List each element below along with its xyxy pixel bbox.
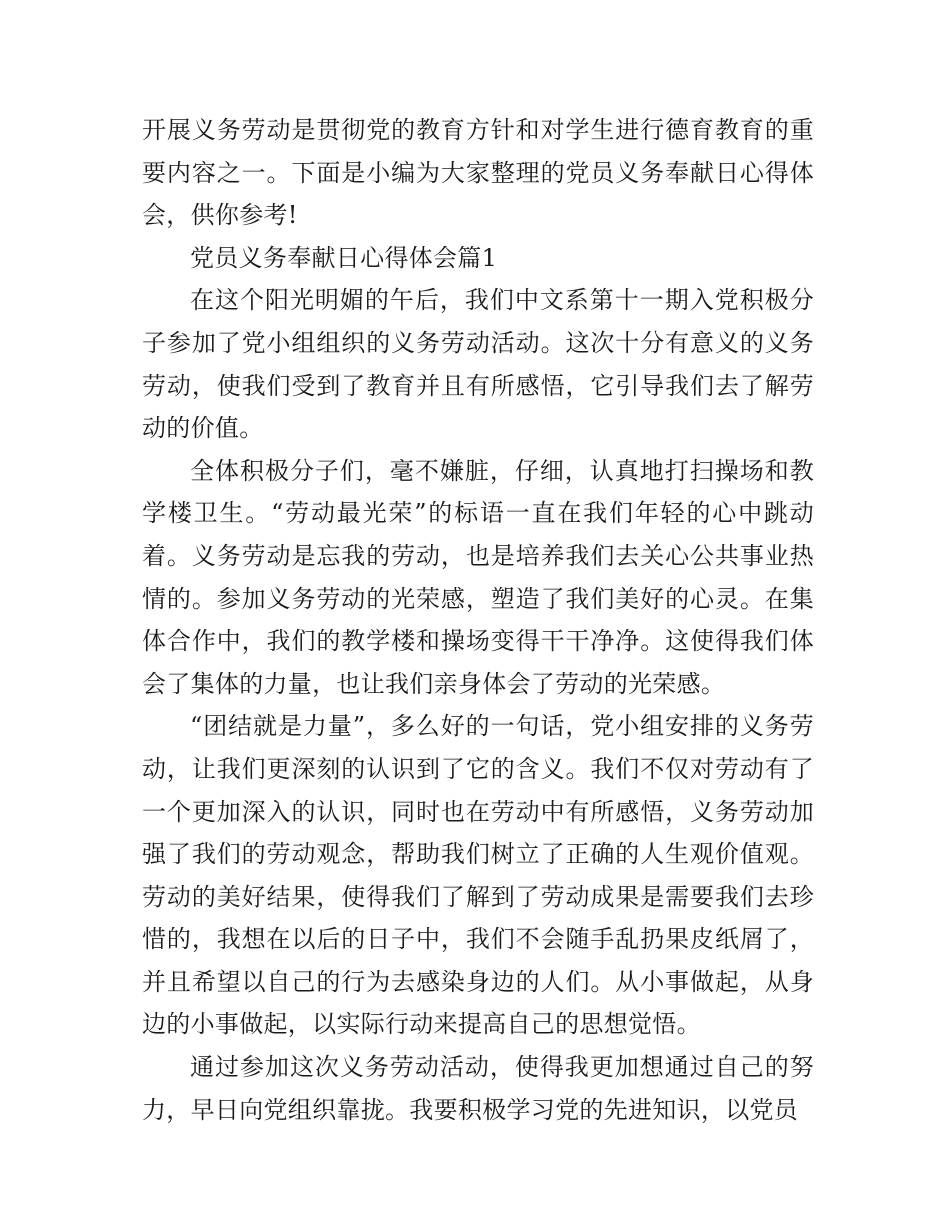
section-heading: 党员义务奉献日心得体会篇1: [190, 243, 498, 272]
body-paragraph-3: “团结就是力量”，多么好的一句话，党小组安排的义务劳动，让我们更深刻的认识到了它的含义。我们不仅对劳动有了一个更加深入的认识，同时也在劳动中有所感悟，义务劳动加强了我们的劳动观念，帮助我们树立了正确的人生观价值观。劳动的美好结果，使得我们了解到了劳动成果是需要我们去珍惜的，我想在以后的日子中，我们不会随手乱扔果皮纸屑了，并且希望以自己的行为去感染身边的人们。从小事做起，从身边的小事做起，以实际行动来提高自己的思想觉悟。: [142, 712, 814, 1039]
body-paragraph-4: 通过参加这次义务劳动活动，使得我更加想通过自己的努力，早日向党组织靠拢。我要积极学习党的先进知识，以党员: [142, 1053, 814, 1124]
document-body: [142, 109, 814, 1131]
intro-paragraph: 开展义务劳动是贯彻党的教育方针和对学生进行德育教育的重要内容之一。下面是小编为大家整理的党员义务奉献日心得体会，供你参考!: [142, 116, 814, 230]
body-paragraph-1: 在这个阳光明媚的午后，我们中文系第十一期入党积极分子参加了党小组组织的义务劳动活动。这次十分有意义的义务劳动，使我们受到了教育并且有所感悟，它引导我们去了解劳动的价值。: [142, 286, 814, 443]
body-paragraph-2: 全体积极分子们，毫不嫌脏，仔细，认真地打扫操场和教学楼卫生。“劳动最光荣”的标语一直在我们年轻的心中跳动着。义务劳动是忘我的劳动，也是培养我们去关心公共事业热情的。参加义务劳动的光荣感，塑造了我们美好的心灵。在集体合作中，我们的教学楼和操场变得干干净净。这使得我们体会了集体的力量，也让我们亲身体会了劳动的光荣感。: [142, 456, 814, 698]
